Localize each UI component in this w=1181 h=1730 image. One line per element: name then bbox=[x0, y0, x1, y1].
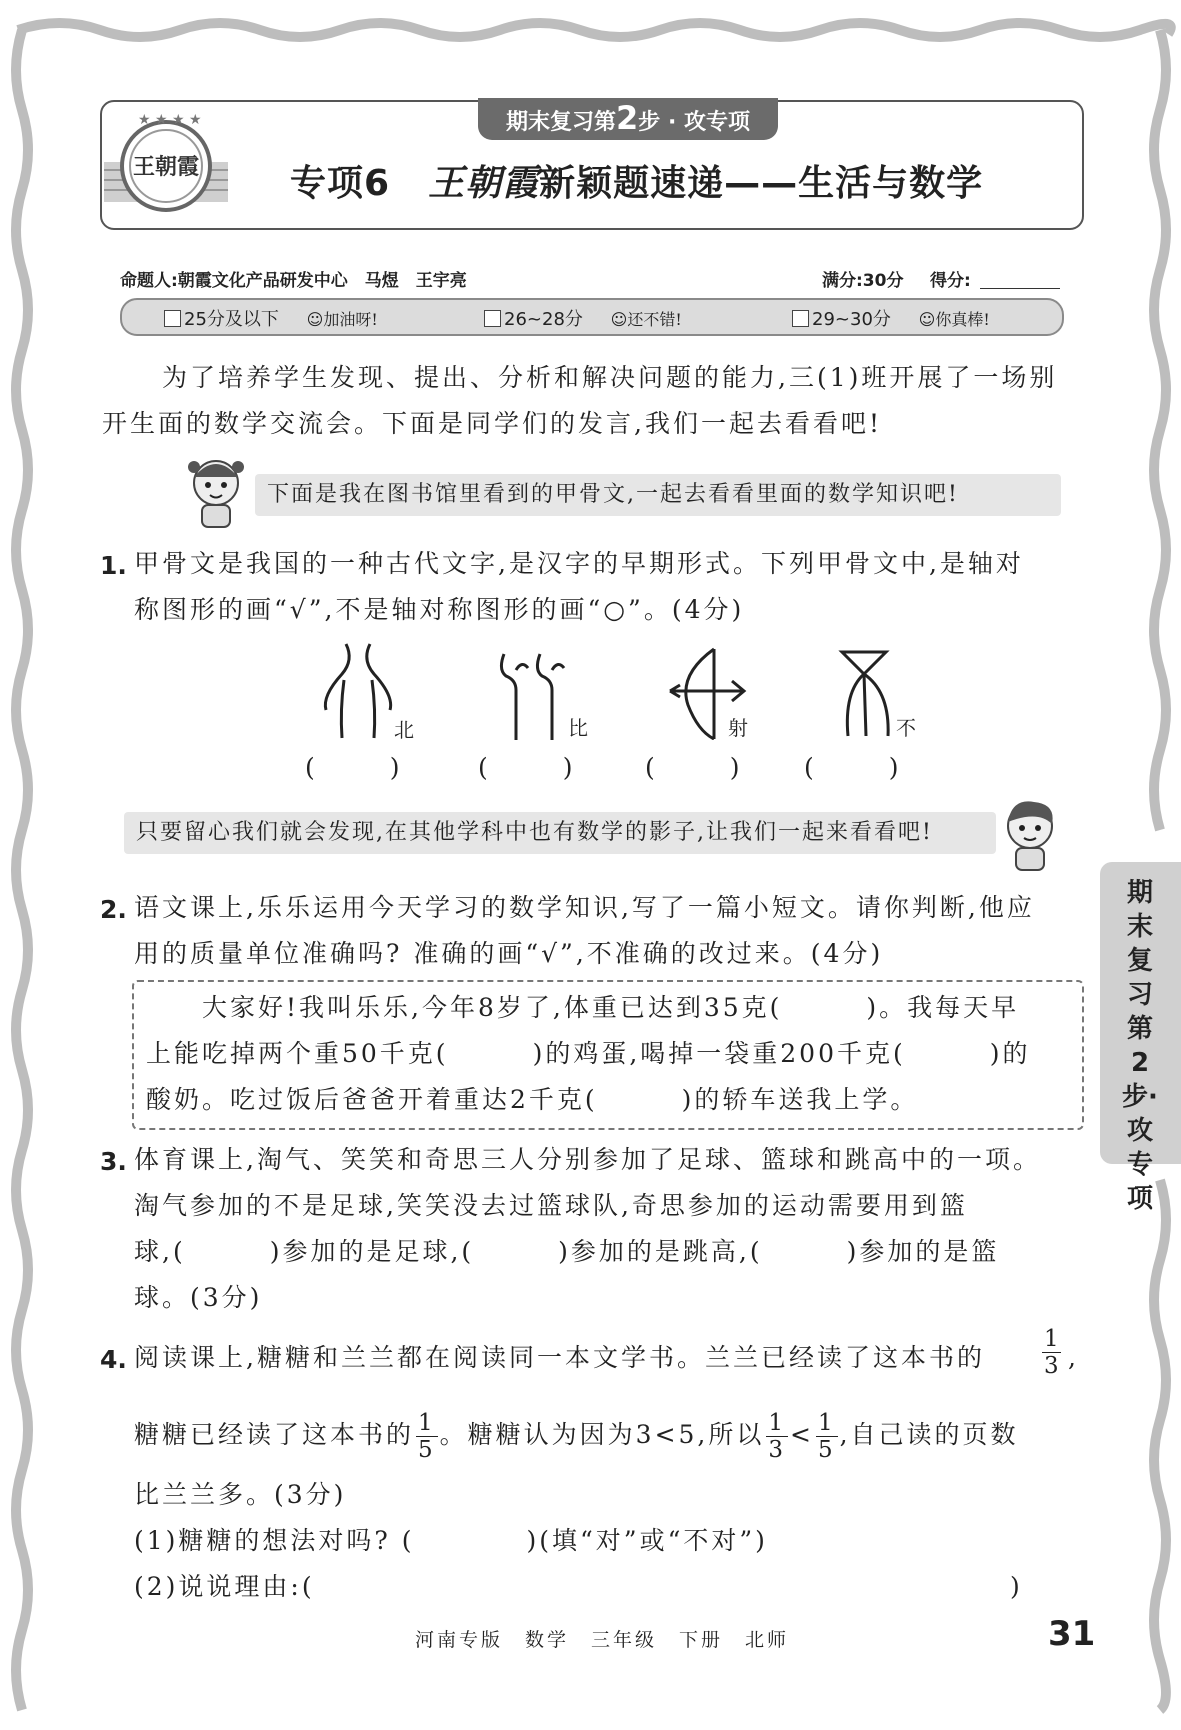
q3-number: 3. bbox=[100, 1147, 127, 1176]
q1-number: 1. bbox=[100, 551, 127, 580]
fraction-one-third: $\frac{1}{3}$ bbox=[768, 1410, 787, 1463]
q4-sub-1: (1)糖糖的想法对吗? ( )(填“对”或“不对”) bbox=[134, 1526, 768, 1555]
footer-text: 河南专版 数学 三年级 下册 北师 bbox=[415, 1629, 790, 1651]
boy-avatar-icon bbox=[998, 796, 1062, 872]
score-levels-bar bbox=[120, 298, 1064, 336]
step-tab-num: 2 bbox=[616, 99, 639, 137]
q4-sub-2-end: ) bbox=[1010, 1572, 1023, 1601]
fraction-one-fifth: $\frac{1}{5}$ bbox=[817, 1410, 836, 1463]
q2-line-1: 语文课上,乐乐运用今天学习的数学知识,写了一篇小短文。请你判断,他应 bbox=[134, 893, 1035, 922]
q2-line-2: 用的质量单位准确吗? 准确的画“√”,不准确的改过来。(4分) bbox=[134, 939, 884, 968]
q3-line-3: 球,( )参加的是足球,( )参加的是跳高,( )参加的是篮 bbox=[134, 1237, 1000, 1266]
oracle-bi-icon bbox=[492, 650, 572, 742]
title-brand: 王朝霞 bbox=[428, 162, 540, 204]
side-tab-text: 期末复习第2步·攻专项 bbox=[1122, 878, 1158, 1214]
q3-line-1: 体育课上,淘气、笑笑和奇思三人分别参加了足球、篮球和跳高中的一项。 bbox=[134, 1145, 1041, 1174]
title-prefix: 专项6 bbox=[290, 163, 391, 204]
svg-text:王朝霞: 王朝霞 bbox=[132, 154, 200, 180]
q1-line-1: 甲骨文是我国的一种古代文字,是汉字的早期形式。下列甲骨文中,是轴对 bbox=[134, 549, 1024, 578]
score-line[interactable] bbox=[980, 288, 1060, 289]
oracle-label-1: 北 bbox=[394, 718, 414, 742]
checkbox[interactable] bbox=[484, 310, 501, 327]
oracle-label-3: 射 bbox=[728, 716, 748, 740]
q1-answer-blank-2[interactable]: ( ) bbox=[478, 753, 573, 782]
oracle-bei-icon bbox=[320, 640, 400, 740]
smile-icon: ☺ bbox=[918, 310, 936, 329]
q1-answer-blank-3[interactable]: ( ) bbox=[645, 753, 740, 782]
step-tab bbox=[478, 98, 778, 140]
q4-line-3: 比兰兰多。(3分) bbox=[134, 1480, 347, 1509]
q4-sub-2: (2)说说理由:( bbox=[134, 1572, 315, 1601]
q2-passage-line-1: 大家好!我叫乐乐,今年8岁了,体重已达到35克( )。我每天早 bbox=[146, 993, 1020, 1022]
score-level-1: 25分及以下 ☺加油呀! bbox=[164, 305, 378, 331]
q2-number: 2. bbox=[100, 895, 127, 924]
intro-line-1: 为了培养学生发现、提出、分析和解决问题的能力,三(1)班开展了一场别 bbox=[162, 363, 1058, 392]
score-level-2: 26~28分 ☺还不错! bbox=[484, 305, 682, 331]
step-tab-pre: 期末复习第 bbox=[506, 110, 617, 135]
intro-line-2: 开生面的数学交流会。下面是同学们的发言,我们一起去看看吧! bbox=[102, 409, 882, 438]
q4-line-1: 阅读课上,糖糖和兰兰都在阅读同一本文学书。兰兰已经读了这本书的 bbox=[134, 1343, 985, 1372]
oracle-label-4: 不 bbox=[896, 716, 916, 740]
page-number: 31 bbox=[1048, 1614, 1096, 1654]
smile-icon: ☺ bbox=[306, 310, 324, 329]
score-label: 得分: bbox=[930, 271, 971, 291]
q3-line-2: 淘气参加的不是足球,笑笑没去过篮球队,奇思参加的运动需要用到篮 bbox=[134, 1191, 968, 1220]
q4-line-2: 糖糖已经读了这本书的 $\frac{1}{5}$ 。糖糖认为因为3<5,所以 $\frac{1}{3}$ < $\frac{1}{5}$ ,自己读的页数 bbox=[134, 1410, 1019, 1463]
checkbox[interactable] bbox=[164, 310, 181, 327]
fraction-one-third: $\frac{1}{3}$ bbox=[1044, 1326, 1059, 1379]
score-level-3: 29~30分 ☺你真棒! bbox=[792, 305, 990, 331]
comma: , bbox=[1068, 1343, 1079, 1372]
speech-bubble-2: 只要留心我们就会发现,在其他学科中也有数学的影子,让我们一起来看看吧! bbox=[124, 812, 996, 854]
page-title bbox=[290, 155, 983, 206]
speech-bubble-1: 下面是我在图书馆里看到的甲骨文,一起去看看里面的数学知识吧! bbox=[255, 474, 1061, 516]
logo-seal-icon bbox=[104, 104, 228, 222]
checkbox[interactable] bbox=[792, 310, 809, 327]
author-line: 命题人:朝霞文化产品研发中心 马煜 王宇亮 bbox=[120, 271, 467, 291]
title-main: 新颖题速递——生活与数学 bbox=[539, 163, 984, 204]
q1-line-2: 称图形的画“√”,不是轴对称图形的画“○”。(4分) bbox=[134, 595, 745, 624]
oracle-label-2: 比 bbox=[568, 716, 588, 740]
side-tab bbox=[1100, 862, 1181, 1214]
q1-answer-blank-4[interactable]: ( ) bbox=[804, 753, 899, 782]
step-tab-post: 步 · 攻专项 bbox=[638, 110, 750, 135]
q2-passage-line-3: 酸奶。吃过饭后爸爸开着重达2千克( )的轿车送我上学。 bbox=[146, 1085, 919, 1114]
brand-logo bbox=[104, 104, 228, 222]
q4-number: 4. bbox=[100, 1345, 127, 1374]
full-score: 满分:30分 bbox=[822, 271, 904, 291]
q1-answer-blank-1[interactable]: ( ) bbox=[305, 753, 400, 782]
svg-text:★ ★ ★ ★: ★ ★ ★ ★ bbox=[138, 112, 202, 128]
fraction-one-fifth: $\frac{1}{5}$ bbox=[418, 1410, 436, 1463]
smile-icon: ☺ bbox=[610, 310, 628, 329]
q2-passage-line-2: 上能吃掉两个重50千克( )的鸡蛋,喝掉一袋重200千克( )的 bbox=[146, 1039, 1031, 1068]
girl-avatar-icon bbox=[186, 455, 246, 529]
q3-line-4: 球。(3分) bbox=[134, 1283, 263, 1312]
